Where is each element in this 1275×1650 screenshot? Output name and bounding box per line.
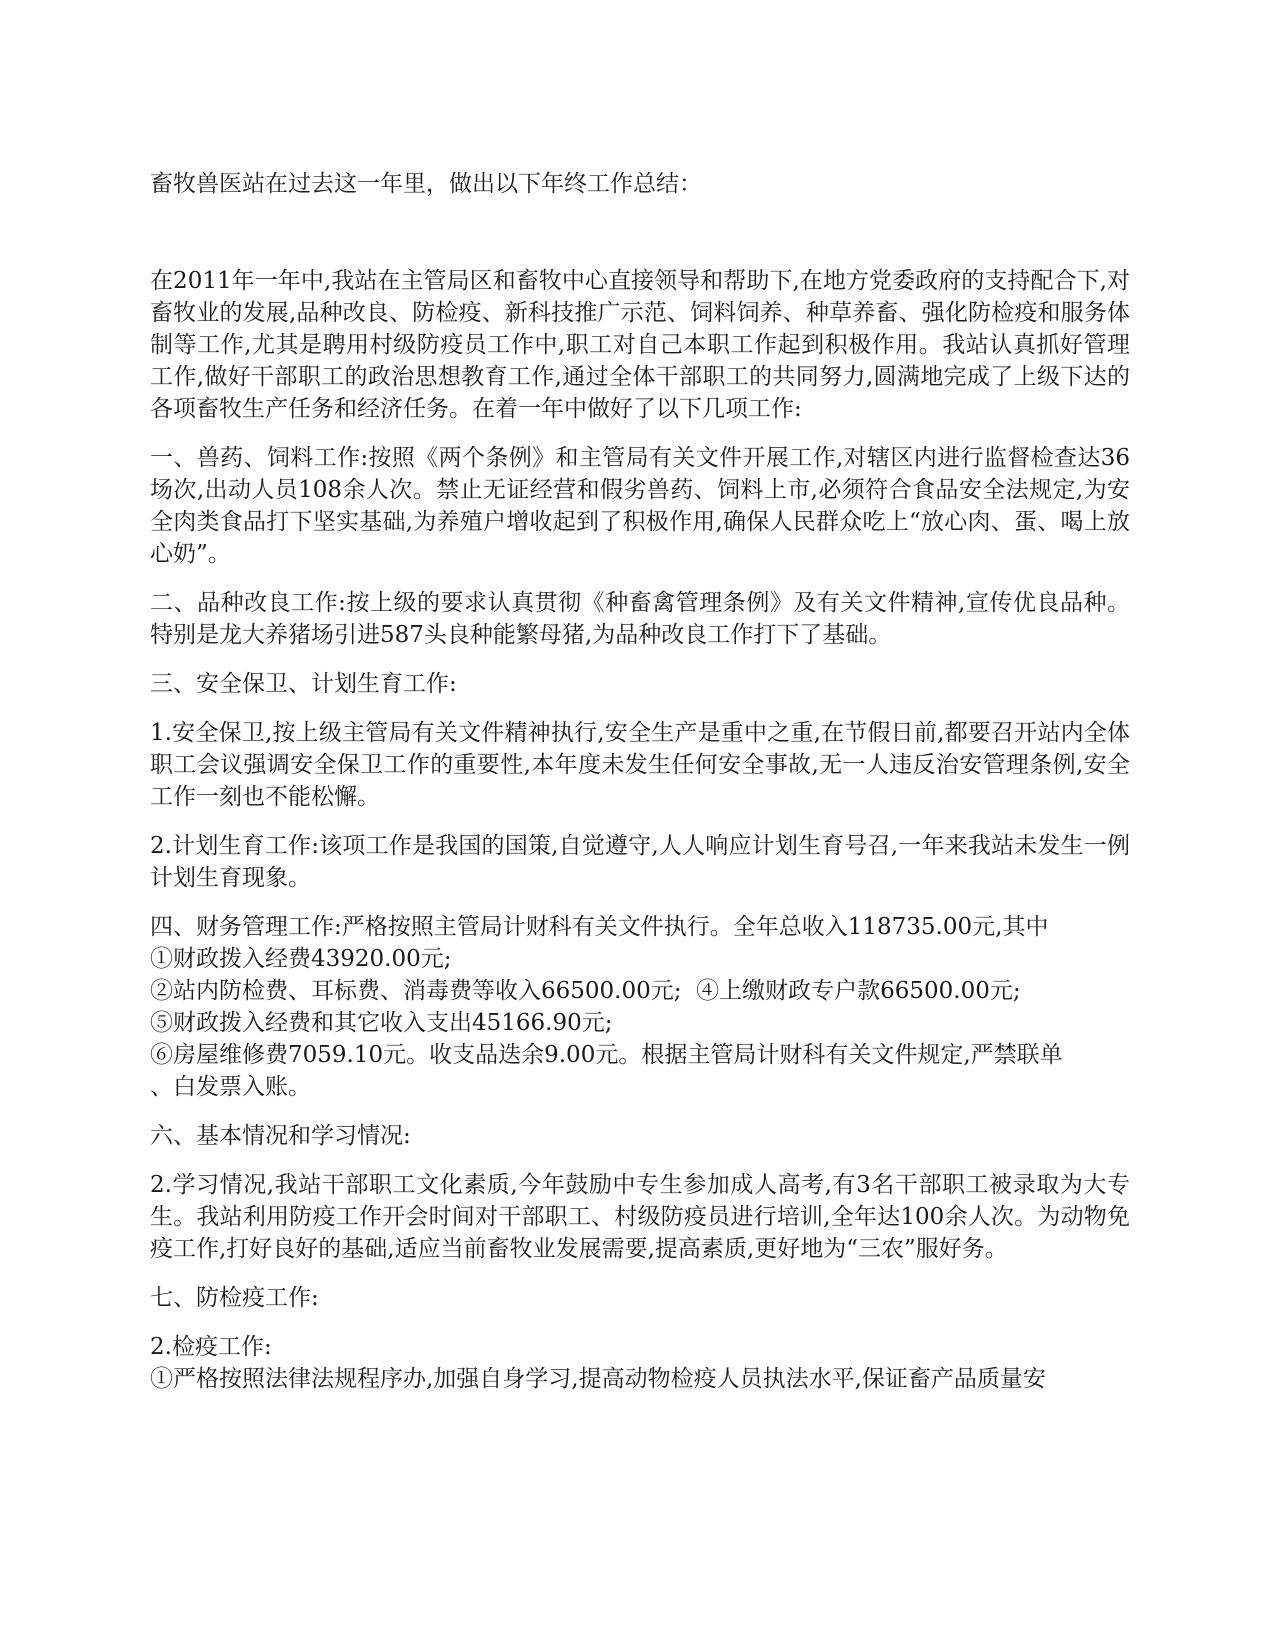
paragraph-breed-improvement: 二、品种改良工作:按上级的要求认真贯彻《种畜禽管理条例》及有关文件精神,宣传优良品种。特别是龙大养猪场引进587头良种能繁母猪,为品种改良工作打下了基础。 xyxy=(150,590,1130,648)
quarantine-line: 2.检疫工作: xyxy=(150,1334,272,1360)
heading-quarantine: 七、防检疫工作: xyxy=(150,1285,319,1311)
intro-text: 畜牧兽医站在过去这一年里，做出以下年终工作总结： xyxy=(150,171,702,197)
paragraph-study: 2.学习情况,我站干部职工文化素质,今年鼓励中专生参加成人高考,有3名干部职工被录取为大专生。我站利用防疫工作开会时间对干部职工、村级防疫员进行培训,全年达100余人次。为动物免疫工作,打好良好的基础,适应当前畜牧业发展需要,提高素质,更好地为“三农”服好务。 xyxy=(150,1172,1130,1262)
quarantine-line: ①严格按照法律法规程序办,加强自身学习,提高动物检疫人员执法水平,保证畜产品质量安 xyxy=(150,1366,1046,1392)
finance-line: ⑤财政拨入经费和其它收入支出45166.90元; xyxy=(150,1010,613,1036)
finance-line: ⑥房屋维修费7059.10元。收支品迭余9.00元。根据主管局计财科有关文件规定,严禁联单 xyxy=(150,1042,1063,1068)
intro-line xyxy=(150,168,1130,200)
paragraph-family-planning: 2.计划生育工作:该项工作是我国的国策,自觉遵守,人人响应计划生育号召,一年来我站未发生一例计划生育现象。 xyxy=(150,833,1130,891)
paragraph-finance xyxy=(150,911,1130,1103)
document-body xyxy=(150,265,1130,1395)
finance-line: ①财政拨入经费43920.00元; xyxy=(150,946,452,972)
paragraph-quarantine xyxy=(150,1331,1130,1395)
paragraph-overview: 在2011年一年中,我站在主管局区和畜牧中心直接领导和帮助下,在地方党委政府的支持配合下,对畜牧业的发展,品种改良、防检疫、新科技推广示范、饲料饲养、种草养畜、强化防检疫和服务体制等工作,尤其是聘用村级防疫员工作中,职工对自己本职工作起到积极作用。我站认真抓好管理工作,做好干部职工的政治思想教育工作,通过全体干部职工的共同努力,圆满地完成了上级下达的各项畜牧生产任务和经济任务。在着一年中做好了以下几项工作: xyxy=(150,268,1130,422)
heading-basic-study: 六、基本情况和学习情况: xyxy=(150,1123,411,1149)
finance-line: ②站内防检费、耳标费、消毒费等收入66500.00元; ④上缴财政专户款66500.00元; xyxy=(150,978,1021,1004)
paragraph-vet-drugs-feed: 一、兽药、饲料工作:按照《两个条例》和主管局有关文件开展工作,对辖区内进行监督检查达36场次,出动人员108余人次。禁止无证经营和假劣兽药、饲料上市,必须符合食品安全法规定,为安全肉类食品打下坚实基础,为养殖户增收起到了积极作用,确保人民群众吃上“放心肉、蛋、喝上放心奶”。 xyxy=(150,445,1130,567)
finance-line: 四、财务管理工作:严格按照主管局计财科有关文件执行。全年总收入118735.00元,其中 xyxy=(150,914,1049,940)
paragraph-security: 1.安全保卫,按上级主管局有关文件精神执行,安全生产是重中之重,在节假日前,都要召开站内全体职工会议强调安全保卫工作的重要性,本年度未发生任何安全事故,无一人违反治安管理条例,安全工作一刻也不能松懈。 xyxy=(150,720,1130,810)
finance-line: 、白发票入账。 xyxy=(150,1074,311,1100)
heading-security-family-planning: 三、安全保卫、计划生育工作: xyxy=(150,671,457,697)
